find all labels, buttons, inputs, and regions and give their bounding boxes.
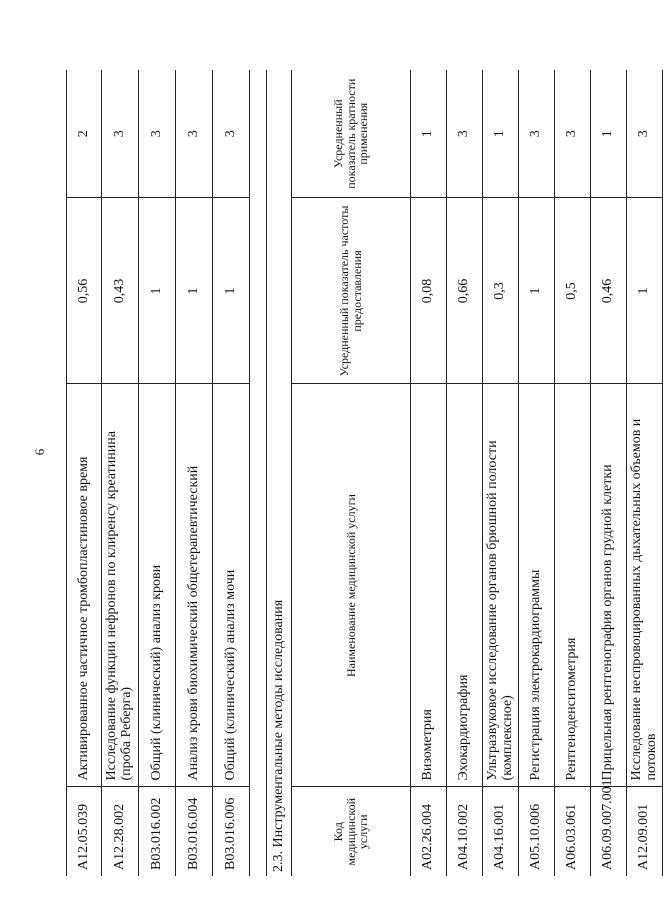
service-code: A06.03.061 [555, 787, 591, 876]
service-code: A02.26.004 [411, 787, 447, 876]
frequency-value: 0,43 [102, 198, 139, 384]
frequency-value: 0,3 [483, 198, 519, 384]
service-code: A04.10.002 [447, 787, 483, 876]
service-name: Визометрия [411, 384, 447, 787]
header-frequency: Усредненный показатель частоты предоставления [292, 198, 411, 384]
table-row [627, 70, 663, 876]
frequency-value: 0,46 [591, 198, 627, 384]
table-row [447, 70, 483, 876]
service-name: Исследование неспровоцированных дыхательных объемов и потоков [627, 384, 663, 787]
header-name: Наименование медицинской услуги [292, 384, 411, 787]
service-code: B03.016.004 [176, 787, 213, 876]
frequency-value: 0,08 [411, 198, 447, 384]
multiplicity-value: 3 [139, 70, 176, 198]
service-name: Активированное частичное тромбопластиновое время [67, 384, 102, 787]
service-name: Эхокардиография [447, 384, 483, 787]
table-row [519, 70, 555, 876]
service-name: Общий (клинический) анализ мочи [213, 384, 250, 787]
frequency-value: 1 [139, 198, 176, 384]
frequency-value: 1 [627, 198, 663, 384]
header-code: Код медицинской услуги [292, 787, 411, 876]
service-code: A12.05.039 [67, 787, 102, 876]
service-name: Прицельная рентгенография органов грудной клетки [591, 384, 627, 787]
header-row [292, 70, 411, 876]
frequency-value: 1 [176, 198, 213, 384]
multiplicity-value: 3 [213, 70, 250, 198]
service-code: A04.16.001 [483, 787, 519, 876]
service-name: Рентгеноденситометрия [555, 384, 591, 787]
table-row [213, 70, 250, 876]
frequency-value: 0,66 [447, 198, 483, 384]
service-code: A05.10.006 [519, 787, 555, 876]
multiplicity-value: 3 [102, 70, 139, 198]
service-name: Исследование функции нефронов по клиренсу креатинина (проба Реберга) [102, 384, 139, 787]
multiplicity-value: 1 [411, 70, 447, 198]
service-code: A12.09.001 [627, 787, 663, 876]
multiplicity-value: 3 [555, 70, 591, 198]
frequency-value: 1 [519, 198, 555, 384]
service-name: Общий (клинический) анализ крови [139, 384, 176, 787]
service-code: A06.09.007.001 [591, 787, 627, 876]
multiplicity-value: 3 [627, 70, 663, 198]
table-row [555, 70, 591, 876]
multiplicity-value: 3 [447, 70, 483, 198]
table-row [483, 70, 519, 876]
multiplicity-value: 3 [176, 70, 213, 198]
table-row [67, 70, 102, 876]
service-name: Регистрация электрокардиограммы [519, 384, 555, 787]
multiplicity-value: 1 [591, 70, 627, 198]
table-row [176, 70, 213, 876]
header-multiplicity: Усредненный показатель кратности применения [292, 70, 411, 198]
multiplicity-value: 3 [519, 70, 555, 198]
multiplicity-value: 1 [483, 70, 519, 198]
lab-services-table [66, 70, 250, 876]
instrumental-methods-table [266, 70, 663, 876]
service-code: A12.28.002 [102, 787, 139, 876]
frequency-value: 0,5 [555, 198, 591, 384]
service-code: B03.016.006 [213, 787, 250, 876]
table-row [591, 70, 627, 876]
page-number: 6 [32, 448, 47, 456]
table-row [139, 70, 176, 876]
table-row [102, 70, 139, 876]
frequency-value: 0,56 [67, 198, 102, 384]
table-row [411, 70, 447, 876]
frequency-value: 1 [213, 198, 250, 384]
service-code: B03.016.002 [139, 787, 176, 876]
service-name: Ультразвуковое исследование органов брюшной полости (комплексное) [483, 384, 519, 787]
multiplicity-value: 2 [67, 70, 102, 198]
section-title-row [267, 70, 292, 876]
section-title: 2.3. Инструментальные методы исследования [267, 70, 292, 876]
rotated-page-content [66, 70, 659, 876]
service-name: Анализ крови биохимический общетерапевтический [176, 384, 213, 787]
